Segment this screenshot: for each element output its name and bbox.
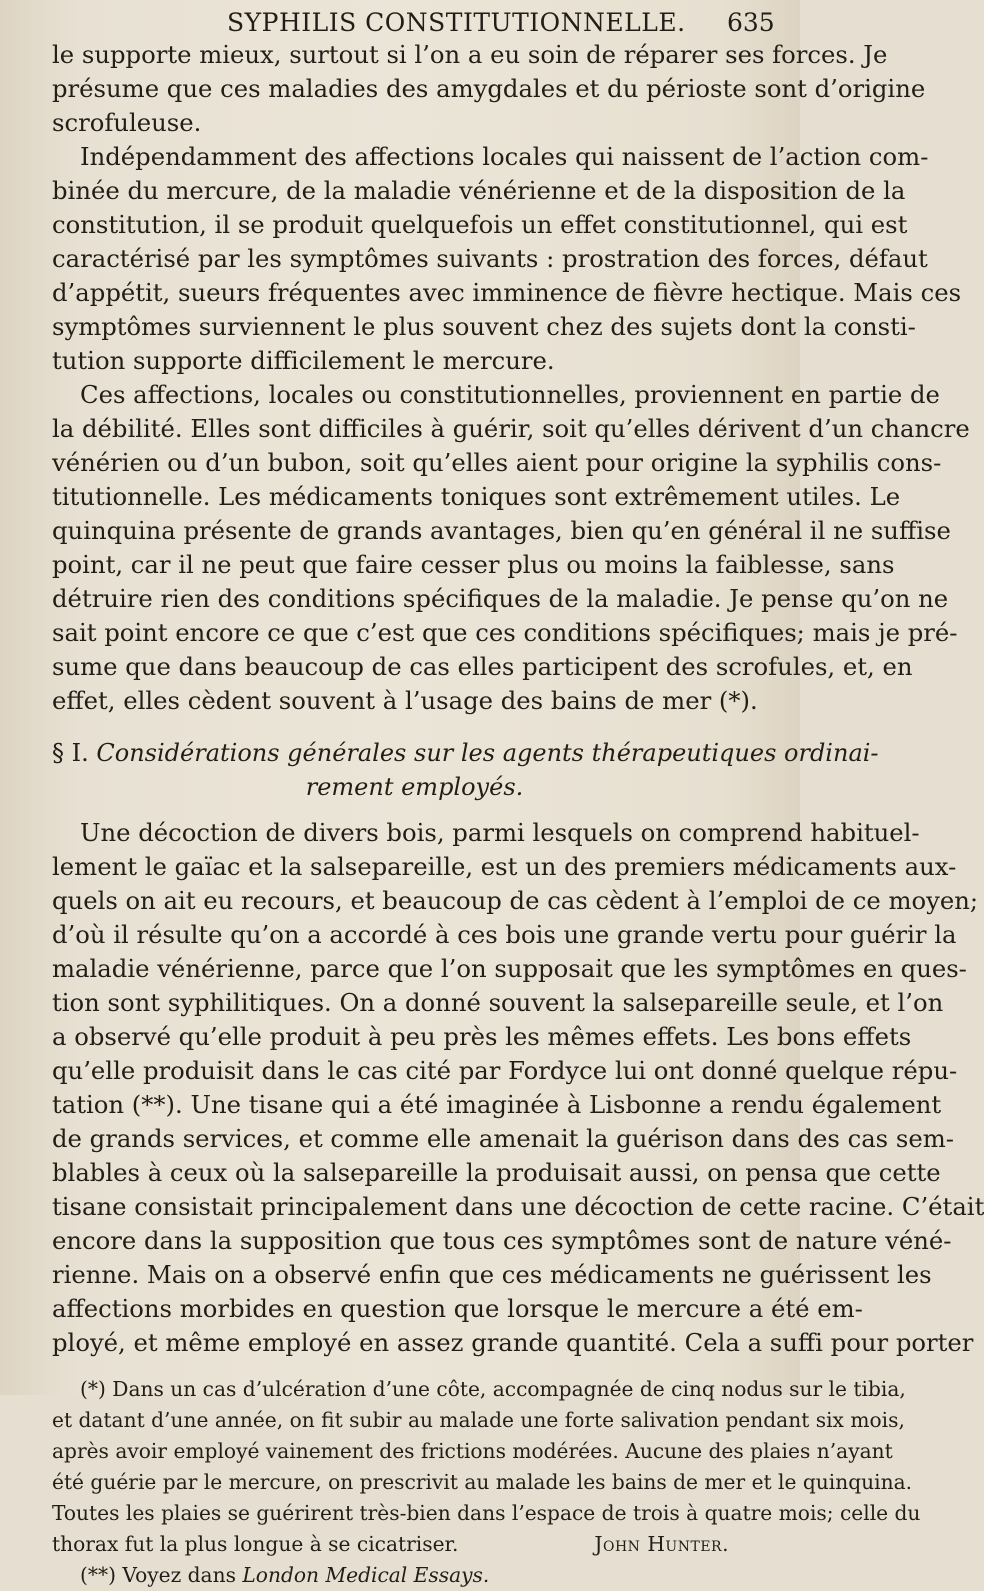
section-title-part-1: Considérations générales sur les agents thérapeutiques ordinai- bbox=[96, 739, 879, 767]
text-line: rienne. Mais on a observé enfin que ces médicaments ne guérissent les bbox=[52, 1260, 932, 1289]
section-heading-line-1 bbox=[52, 736, 879, 770]
footnote-reference-title: London Medical Essays. bbox=[242, 1563, 490, 1587]
footnote-reference-prefix: (**) Voyez dans bbox=[80, 1563, 236, 1587]
paragraph-decoction bbox=[52, 816, 984, 1360]
text-line: la débilité. Elles sont difficiles à guérir, soit qu’elles dérivent d’un chancre bbox=[52, 414, 970, 443]
text-line: titutionnelle. Les médicaments toniques sont extrêmement utiles. Le bbox=[52, 482, 901, 511]
text-line: Ces affections, locales ou constitutionnelles, proviennent en partie de bbox=[80, 380, 940, 409]
text-line: vénérien ou d’un bubon, soit qu’elles aient pour origine la syphilis cons- bbox=[52, 448, 942, 477]
text-line: Indépendamment des affections locales qui naissent de l’action com- bbox=[80, 142, 929, 171]
footnote-signature: John Hunter. bbox=[594, 1532, 729, 1556]
text-line: quinquina présente de grands avantages, bien qu’en général il ne suffise bbox=[52, 516, 951, 545]
footnote-reference bbox=[52, 1560, 777, 1591]
text-line: symptômes surviennent le plus souvent chez des sujets dont la consti- bbox=[52, 312, 916, 341]
footnotes bbox=[52, 1374, 921, 1591]
text-line: effet, elles cèdent souvent à l’usage des bains de mer (*). bbox=[52, 686, 758, 715]
text-line: ployé, et même employé en assez grande quantité. Cela a suffi pour porter bbox=[52, 1328, 974, 1357]
text-line: le supporte mieux, surtout si l’on a eu soin de réparer ses forces. Je bbox=[52, 40, 888, 69]
text-line: qu’elle produisit dans le cas cité par Fordyce lui ont donné quelque répu- bbox=[52, 1056, 958, 1085]
footnote-line: après avoir employé vainement des frictions modérées. Aucune des plaies n’ayant bbox=[52, 1439, 893, 1463]
footnote-line: thorax fut la plus longue à se cicatriser. bbox=[52, 1532, 459, 1556]
body-text bbox=[52, 38, 984, 1591]
text-line: détruire rien des conditions spécifiques de la maladie. Je pense qu’on ne bbox=[52, 584, 949, 613]
text-line: sait point encore ce que c’est que ces conditions spécifiques; mais je pré- bbox=[52, 618, 958, 647]
page-number: 635 bbox=[727, 8, 775, 37]
text-line: tion sont syphilitiques. On a donné souvent la salsepareille seule, et l’on bbox=[52, 988, 944, 1017]
text-line: blables à ceux où la salsepareille la produisait aussi, on pensa que cette bbox=[52, 1158, 941, 1187]
text-line: quels on ait eu recours, et beaucoup de cas cèdent à l’emploi de ce moyen; bbox=[52, 886, 979, 915]
paragraph-scrofula-end bbox=[52, 38, 926, 140]
text-line: d’où il résulte qu’on a accordé à ces bois une grande vertu pour guérir la bbox=[52, 920, 957, 949]
text-line: lement le gaïac et la salsepareille, est un des premiers médicaments aux- bbox=[52, 852, 957, 881]
text-line: de grands services, et comme elle amenait la guérison dans des cas sem- bbox=[52, 1124, 954, 1153]
running-head-title: SYPHILIS CONSTITUTIONNELLE. bbox=[227, 8, 686, 37]
footnote-line: et datant d’une année, on fit subir au malade une forte salivation pendant six mois, bbox=[52, 1408, 905, 1432]
text-line: Une décoction de divers bois, parmi lesquels on comprend habituel- bbox=[80, 818, 920, 847]
section-number: § I. bbox=[52, 739, 89, 767]
text-line: caractérisé par les symptômes suivants : prostration des forces, défaut bbox=[52, 244, 928, 273]
text-line: affections morbides en question que lorsque le mercure a été em- bbox=[52, 1294, 863, 1323]
text-line: tution supporte difficilement le mercure. bbox=[52, 346, 555, 375]
text-line: constitution, il se produit quelquefois un effet constitutionnel, qui est bbox=[52, 210, 908, 239]
section-title-part-2: rement employés. bbox=[305, 773, 524, 801]
text-line: d’appétit, sueurs fréquentes avec imminence de fièvre hectique. Mais ces bbox=[52, 278, 962, 307]
text-line: binée du mercure, de la maladie vénérienne et de la disposition de la bbox=[52, 176, 906, 205]
footnote-line: Toutes les plaies se guérirent très-bien dans l’espace de trois à quatre mois; celle du bbox=[52, 1501, 921, 1525]
text-line: point, car il ne peut que faire cesser plus ou moins la faiblesse, sans bbox=[52, 550, 895, 579]
text-line: tation (**). Une tisane qui a été imaginée à Lisbonne a rendu également bbox=[52, 1090, 942, 1119]
paragraph-constitutional-effect bbox=[52, 140, 962, 378]
footnote-signature-row bbox=[52, 1529, 777, 1560]
text-line: a observé qu’elle produit à peu près les mêmes effets. Les bons effets bbox=[52, 1022, 912, 1051]
text-line: présume que ces maladies des amygdales et du périoste sont d’origine bbox=[52, 74, 926, 103]
text-line: scrofuleuse. bbox=[52, 108, 202, 137]
text-line: tisane consistait principalement dans une décoction de cette racine. C’était bbox=[52, 1192, 984, 1221]
section-heading bbox=[52, 736, 879, 804]
running-head bbox=[0, 8, 800, 38]
text-line: maladie vénérienne, parce que l’on supposait que les symptômes en ques- bbox=[52, 954, 967, 983]
text-line: sume que dans beaucoup de cas elles participent des scrofules, et, en bbox=[52, 652, 913, 681]
footnote-line: été guérie par le mercure, on prescrivit au malade les bains de mer et le quinquina. bbox=[52, 1470, 913, 1494]
paragraph-debility bbox=[52, 378, 970, 718]
footnote-line: (*) Dans un cas d’ulcération d’une côte, accompagnée de cinq nodus sur le tibia, bbox=[80, 1377, 906, 1401]
text-line: encore dans la supposition que tous ces symptômes sont de nature véné- bbox=[52, 1226, 952, 1255]
